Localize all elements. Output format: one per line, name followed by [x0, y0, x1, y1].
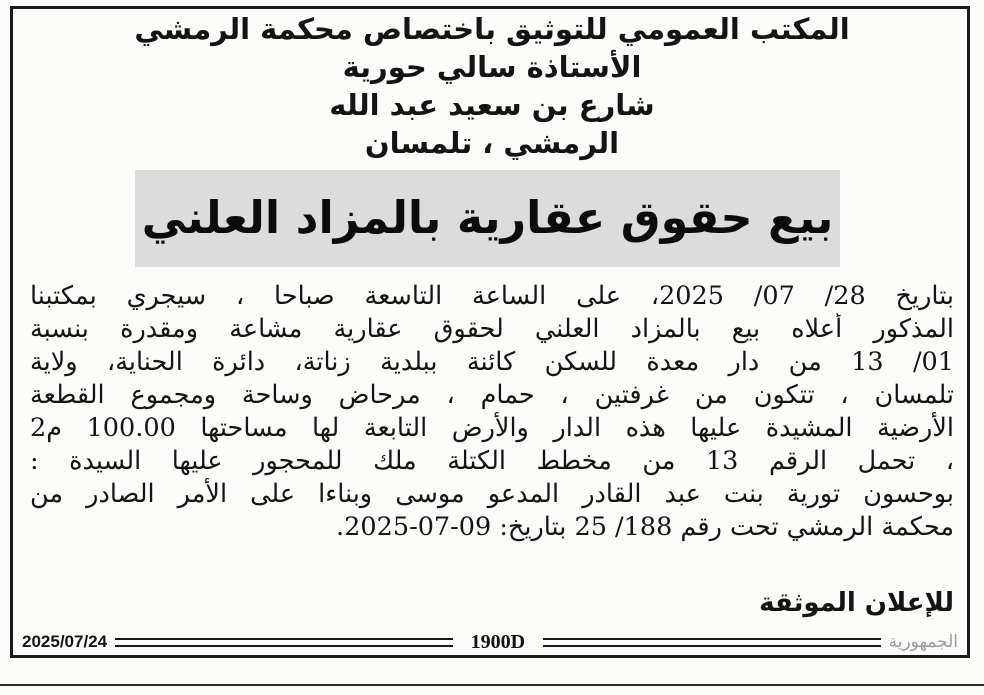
body-line: تلمسان ، تتكون من غرفتين ، حمام ، مرحاض وساحة ومجموع القطعة [30, 380, 954, 410]
newspaper-logo: الجمهورية [888, 632, 958, 652]
page-bottom-rule [0, 684, 984, 686]
body-line: بتاريخ 28/ 07/ 2025، على الساعة التاسعة صباحا ، سيجري بمكتبنا [30, 281, 954, 311]
body-line: الأرضية المشيدة عليها هذه الدار والأرض التابعة لها مساحتها 100.00 م2 [30, 413, 954, 443]
footer-rule-right [543, 638, 881, 647]
notary-header [12, 10, 972, 162]
body-line: محكمة الرمشي تحت رقم 188/ 25 بتاريخ: 09-07-2025. [336, 512, 954, 542]
body-line: 01/ 13 من دار معدة للسكن كائنة ببلدية زناتة، دائرة الحناية، ولاية [30, 347, 954, 377]
body-line: ، تحمل الرقم 13 من مخطط الكتلة ملك للمحجور عليها السيدة : [30, 446, 954, 476]
ad-footer [18, 630, 966, 654]
body-line: بوحسون تورية بنت عبد القادر المدعو موسى وبناءا على الأمر الصادر من [30, 479, 954, 509]
street-address: شارع بن سعيد عبد الله [329, 88, 655, 122]
title-banner [135, 170, 840, 267]
closing-signature: للإعلان الموثقة [759, 588, 954, 618]
notary-name: الأستاذة سالي حورية [342, 50, 642, 84]
ad-code: 1900D [470, 630, 526, 653]
publication-date: 2025/07/24 [22, 632, 108, 651]
body-line: المذكور أعلاه بيع بالمزاد العلني لحقوق عقارية مشاعة ومقدرة بنسبة [30, 314, 954, 344]
footer-rule-left [115, 638, 453, 647]
office-name: المكتب العمومي للتوثيق باختصاص محكمة الرمشي [134, 12, 850, 46]
announcement-body [30, 280, 954, 544]
city-address: الرمشي ، تلمسان [364, 126, 620, 160]
ad-title: بيع حقوق عقارية بالمزاد العلني [141, 192, 834, 244]
